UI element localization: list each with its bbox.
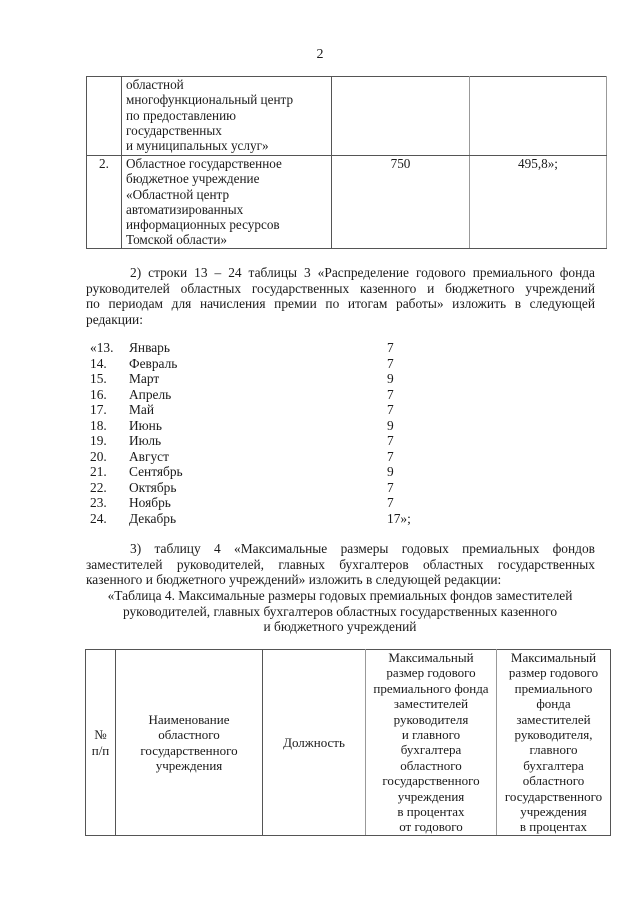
header-max-fund-deputies-chief-accountant: Максимальный размер годового премиального фонда заместителей руководителя, главного бухгалтера областного государственного учреждения в процентах [497,650,611,836]
months-list [90,340,430,526]
list-item: 20. Август 7 [90,448,394,464]
institution-name-cell [122,156,332,249]
value1-cell [332,77,470,156]
list-item: 15. Март 9 [90,371,394,386]
list-item: 17. Май 7 [90,402,394,417]
list-item: 21. Сентябрь 9 [90,464,394,479]
text-line: Томской области» [126,232,227,248]
text-line: информационных ресурсов [126,217,280,233]
text-line: и муниципальных услуг» [126,138,269,154]
value1-cell: 750 [332,156,470,249]
text-line: автоматизированных [126,201,244,217]
text-line: многофункциональный центр [126,92,294,108]
text-line: 2) строки 13 – 24 таблицы 3 «Распределение годового премиального фонда [130,265,595,280]
row-number-cell [87,77,122,156]
text-line: заместителей руководителей, главных бухгалтеров областных государственных [86,556,595,572]
text-line: государственных [126,122,222,138]
text-line: «Областной центр [126,186,230,202]
text-line: руководителей областных государственных казенного и бюджетного учреждений [86,280,595,296]
header-max-fund-deputy-and-chief-accountant: Максимальный размер годового премиального фонда заместителей руководителя и главного бухгалтера областного государственного учреждения в процентах от годового [366,650,497,836]
text-line: руководителей, главных бухгалтеров областных государственных казенного [122,603,558,619]
header-institution-name: Наименование областного государственного учреждения [116,650,263,836]
row-number-cell: 2. [87,156,122,249]
list-item: «13. Январь 7 [90,340,394,355]
table-header-row [86,650,611,836]
text-line: казенного и бюджетного учреждений» изложить в следующей редакции: [86,572,502,587]
text-line: областной [126,77,184,92]
table4-caption [70,588,610,635]
list-item: 18. Июнь 9 [90,417,394,433]
list-item: 23. Ноябрь 7 [90,495,394,510]
list-item: 16. Апрель 7 [90,386,394,402]
value2-cell: 495,8»; [470,156,607,249]
table-row [87,156,607,249]
page-number: 2 [316,47,324,62]
text-line: бюджетное учреждение [126,171,260,187]
table4-header [85,649,611,836]
value2-cell [470,77,607,156]
list-item: 14. Февраль 7 [90,355,394,371]
list-item: 22. Октябрь 7 [90,479,394,495]
text-line: и бюджетного учреждений [263,619,417,634]
paragraph-item-2 [86,265,595,327]
list-item: 24. Декабрь 17»; [90,510,411,526]
text-line: редакции: [86,311,143,327]
text-line: 3) таблицу 4 «Максимальные размеры годовых премиальных фондов [130,541,595,556]
paragraph-item-3 [86,541,595,588]
institution-name-cell [122,77,332,156]
text-line: по предоставлению [126,107,236,123]
header-position: Должность [263,650,366,836]
text-line: «Таблица 4. Максимальные размеры годовых премиальных фондов заместителей [107,588,573,603]
text-line: Областное государственное [126,156,282,171]
text-line: по периодам для начисления премии по итогам работы» изложить в следующей [86,296,595,311]
list-item: 19. Июль 7 [90,433,394,448]
header-number: № п/п [86,650,116,836]
table-row [87,77,607,156]
institutions-table-continuation [86,76,607,249]
